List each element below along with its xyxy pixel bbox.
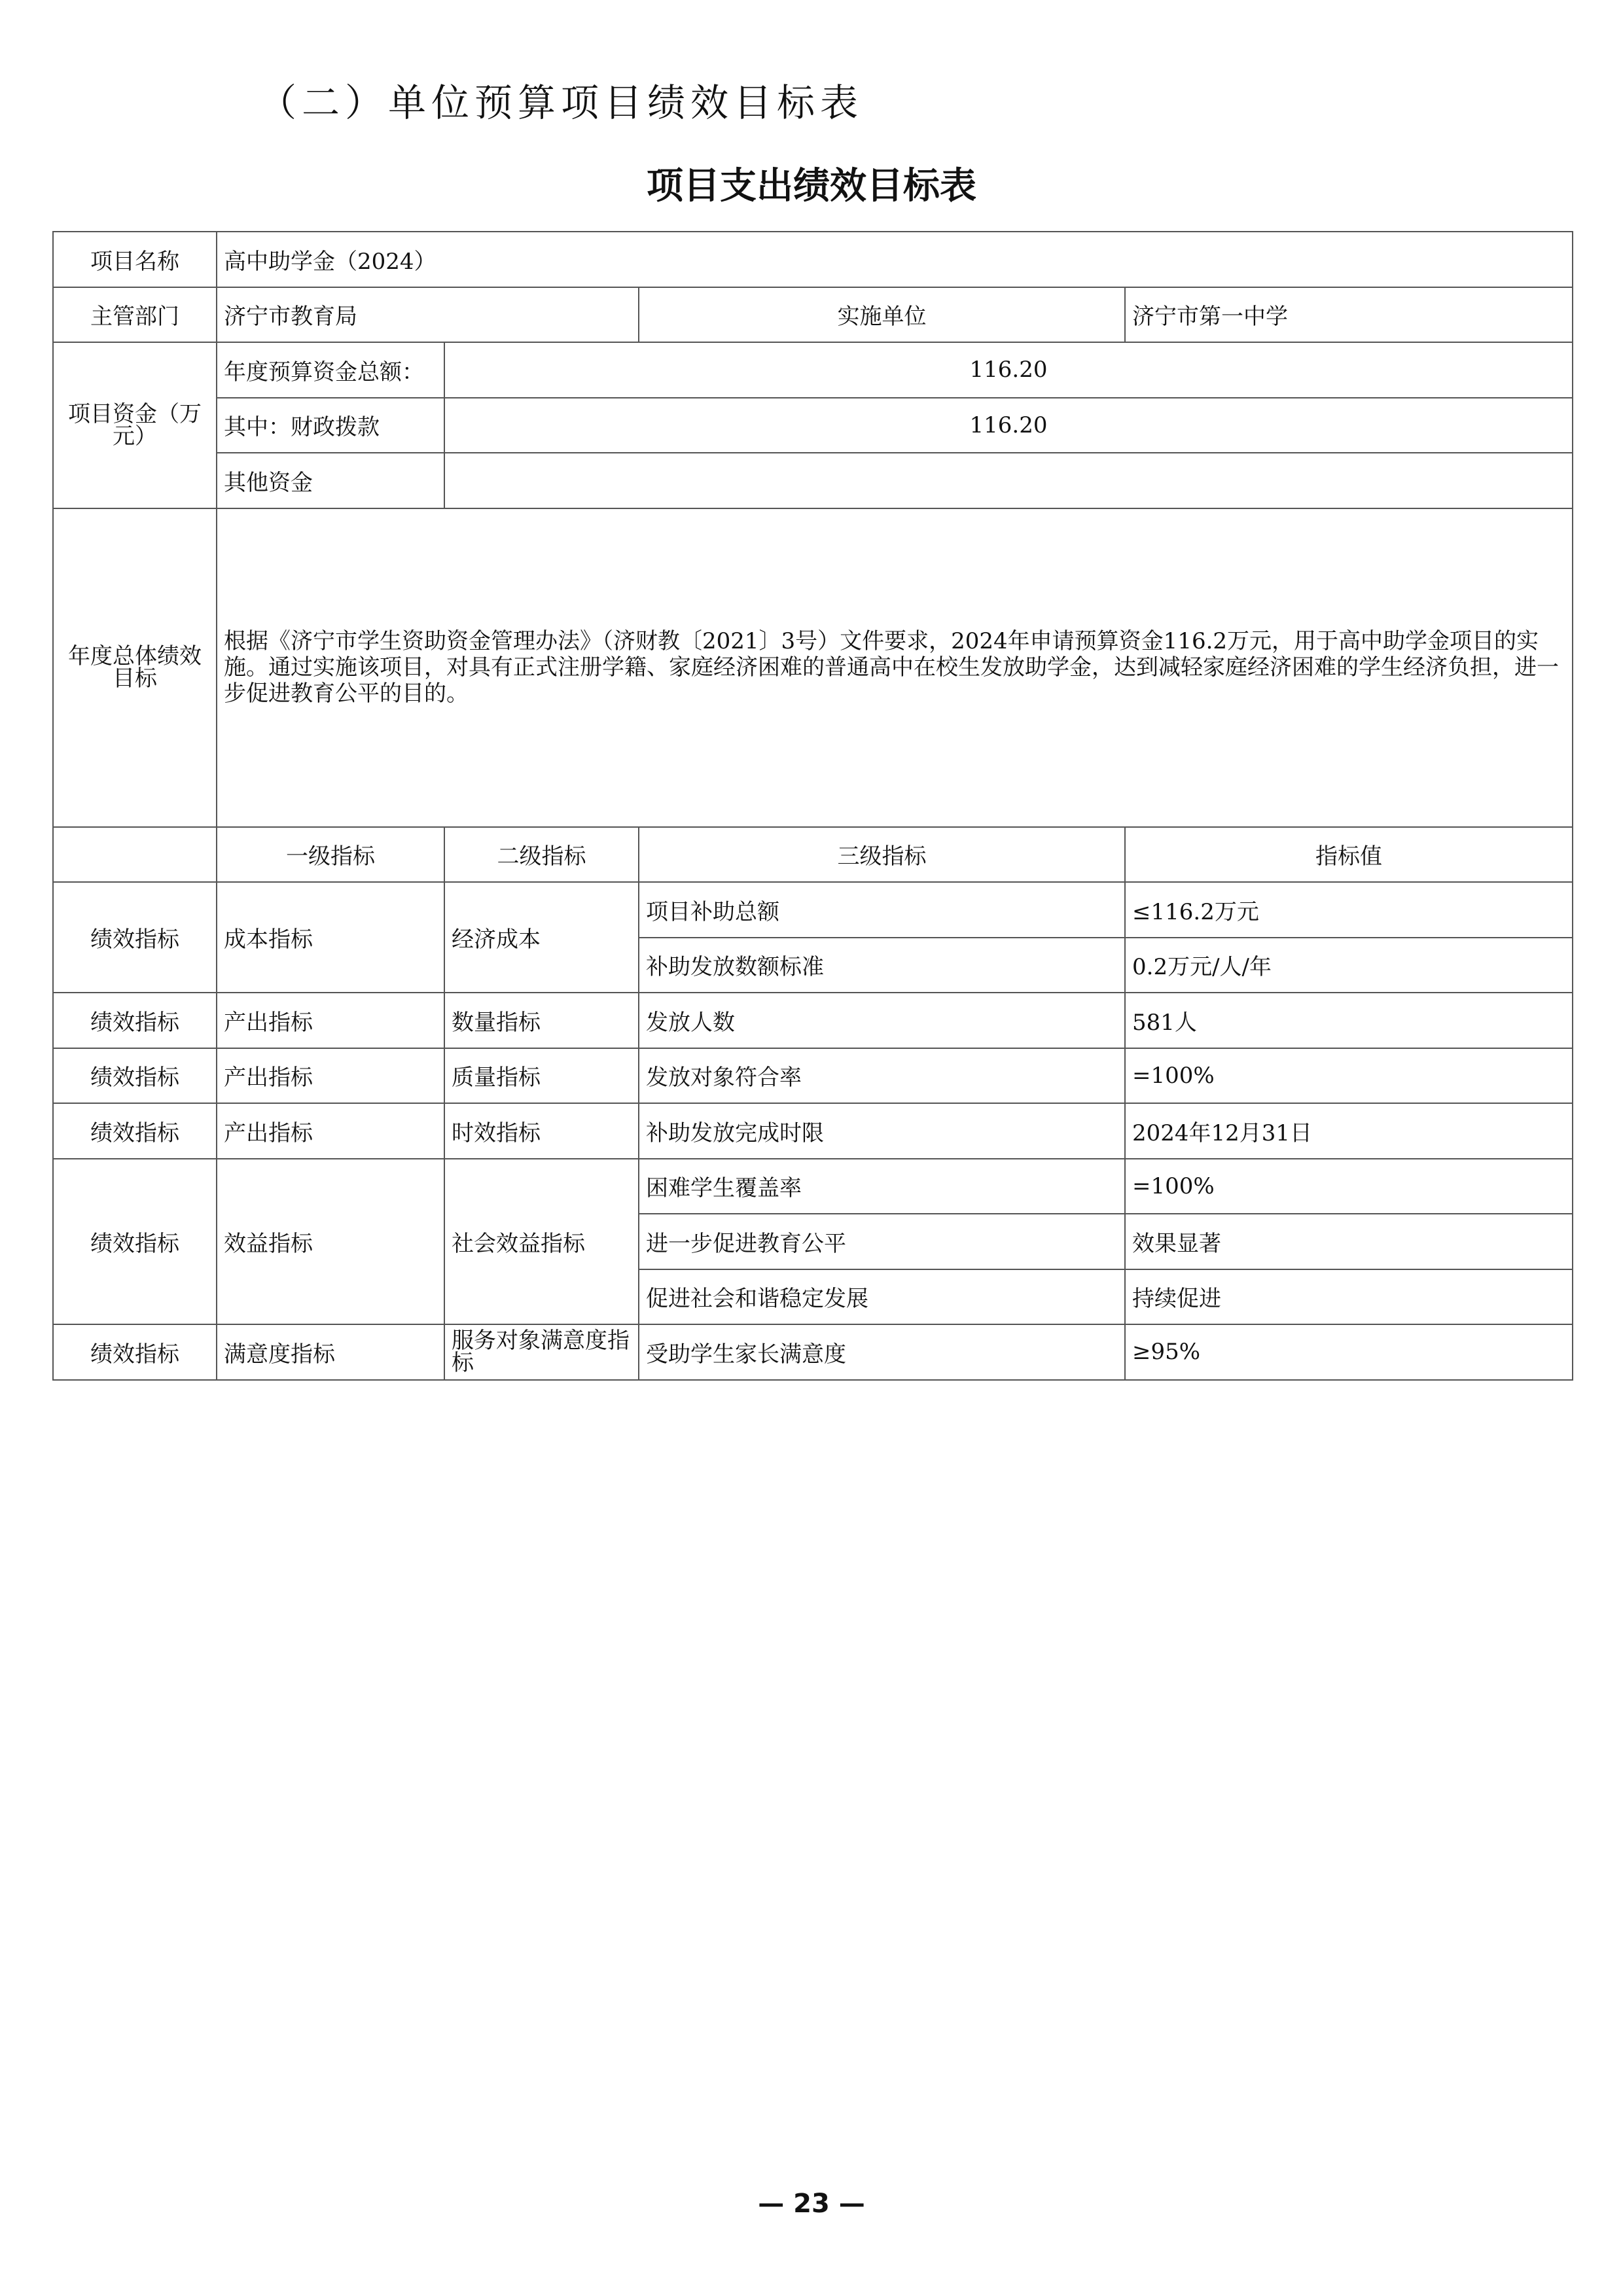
page-number: — 23 — [758,2189,865,2219]
level1-indicator: 满意度指标 [217,1324,444,1380]
indicator-value: 581人 [1125,993,1573,1048]
indicator-header-row [53,827,1573,883]
indicator-category: 绩效指标 [53,1103,217,1159]
level3-indicator: 进一步促进教育公平 [639,1214,1125,1269]
level1-indicator: 产出指标 [217,993,444,1048]
fund-fiscal-value: 116.20 [444,398,1573,453]
level3-indicator: 促进社会和谐稳定发展 [639,1269,1125,1325]
table-row [53,1048,1573,1104]
indicator-category: 绩效指标 [53,1159,217,1325]
project-name-label: 项目名称 [53,232,217,287]
indicator-value: 0.2万元/人/年 [1125,938,1573,993]
fund-other-label: 其他资金 [217,453,444,508]
level3-indicator: 补助发放数额标准 [639,938,1125,993]
table-row [53,1159,1573,1214]
department-value: 济宁市教育局 [217,287,639,343]
level2-indicator: 服务对象满意度指标 [444,1324,639,1380]
level1-indicator: 产出指标 [217,1048,444,1104]
level1-indicator: 效益指标 [217,1159,444,1325]
level1-indicator: 产出指标 [217,1103,444,1159]
level3-indicator: 受助学生家长满意度 [639,1324,1125,1380]
fund-total-value: 116.20 [444,342,1573,398]
indicator-value: =100% [1125,1048,1573,1104]
level2-indicator: 社会效益指标 [444,1159,639,1325]
level1-header: 一级指标 [217,827,444,883]
fund-other-value [444,453,1573,508]
fund-other-row [53,453,1573,508]
level2-indicator: 数量指标 [444,993,639,1048]
indicator-category: 绩效指标 [53,993,217,1048]
implementing-unit-value: 济宁市第一中学 [1125,287,1573,343]
indicator-category: 绩效指标 [53,1324,217,1380]
level3-indicator: 发放人数 [639,993,1125,1048]
table-row [53,993,1573,1048]
project-funds-label: 项目资金（万元） [53,342,217,508]
department-label: 主管部门 [53,287,217,343]
annual-goal-text: 根据《济宁市学生资助资金管理办法》（济财教〔2021〕3号）文件要求，2024年申请预算资金116.2万元，用于高中助学金项目的实施。通过实施该项目，对具有正式注册学籍、家庭经济困难的普通高中在校生发放助学金，达到减轻家庭经济困难的学生经济负担，进一步促进教育公平的目的。 [217,508,1573,827]
indicator-value: ≥95% [1125,1324,1573,1380]
level2-indicator: 质量指标 [444,1048,639,1104]
indicator-value: ≤116.2万元 [1125,882,1573,938]
level3-indicator: 项目补助总额 [639,882,1125,938]
indicator-category: 绩效指标 [53,882,217,993]
annual-goal-row [53,508,1573,827]
level2-indicator: 经济成本 [444,882,639,993]
project-name-row [53,232,1573,287]
section-heading: （二）单位预算项目绩效目标表 [259,80,864,125]
level3-indicator: 困难学生覆盖率 [639,1159,1125,1214]
table-row [53,882,1573,938]
indicator-value: =100% [1125,1159,1573,1214]
fund-fiscal-label: 其中：财政拨款 [217,398,444,453]
table-title: 项目支出绩效目标表 [647,165,976,207]
indicator-category: 绩效指标 [53,1048,217,1104]
level1-indicator: 成本指标 [217,882,444,993]
performance-target-table [52,231,1573,1381]
indicator-header-blank [53,827,217,883]
level3-header: 三级指标 [639,827,1125,883]
annual-goal-label: 年度总体绩效目标 [53,508,217,827]
level3-indicator: 发放对象符合率 [639,1048,1125,1104]
level3-indicator: 补助发放完成时限 [639,1103,1125,1159]
fund-total-row [53,342,1573,398]
table-row [53,1103,1573,1159]
level2-header: 二级指标 [444,827,639,883]
project-name-value: 高中助学金（2024） [217,232,1573,287]
implementing-unit-label: 实施单位 [639,287,1125,343]
fund-fiscal-row [53,398,1573,453]
level2-indicator: 时效指标 [444,1103,639,1159]
indicator-value-header: 指标值 [1125,827,1573,883]
department-row [53,287,1573,343]
indicator-value: 2024年12月31日 [1125,1103,1573,1159]
indicator-value: 效果显著 [1125,1214,1573,1269]
indicator-value: 持续促进 [1125,1269,1573,1325]
table-row [53,1324,1573,1380]
fund-total-label: 年度预算资金总额： [217,342,444,398]
